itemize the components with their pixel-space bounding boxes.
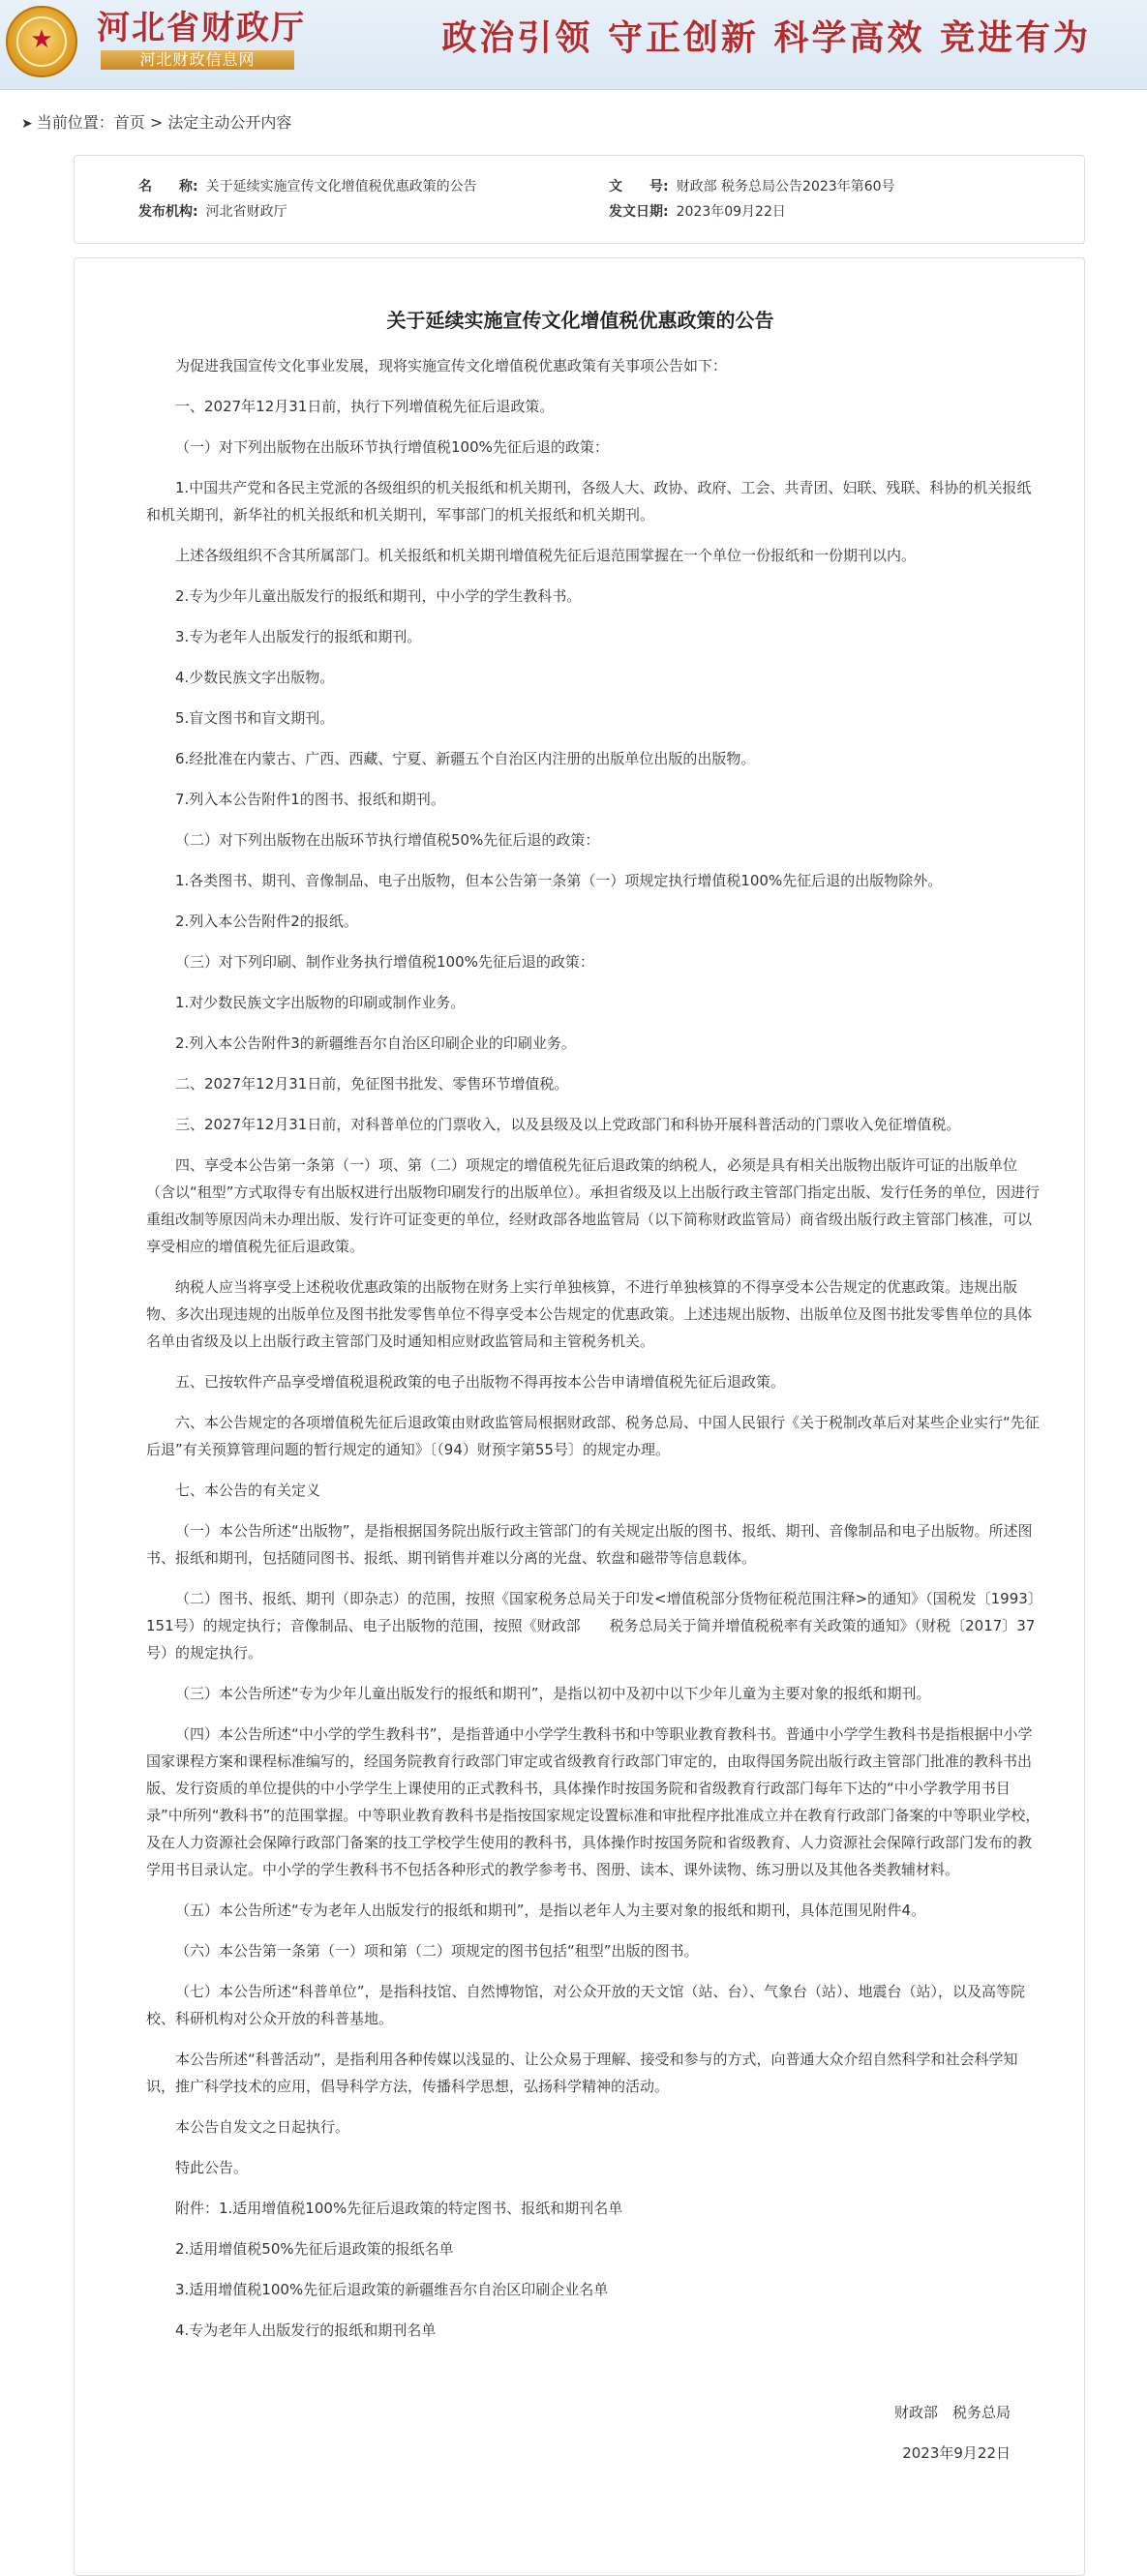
article-paragraph: 1.各类图书、期刊、音像制品、电子出版物，但本公告第一条第（一）项规定执行增值税100%先征后退的出版物除外。 <box>175 872 943 889</box>
article-paragraph: 三、2027年12月31日前，对科普单位的门票收入，以及县级及以上党政部门和科协开展科普活动的门票收入免征增值税。 <box>175 1116 961 1133</box>
meta-publisher-value: 河北省财政厅 <box>205 204 287 220</box>
article-paragraph: 2.适用增值税50%先征后退政策的报纸名单 <box>175 2240 454 2258</box>
article-paragraph: （三）对下列印刷、制作业务执行增值税100%先征后退的政策： <box>175 953 594 971</box>
article-paragraph: 本公告所述“科普活动”，是指利用各种传媒以浅显的、让公众易于理解、接受和参与的方式，向普通大众介绍自然科学和社会科学知识，推广科学技术的应用，倡导科学方法，传播科学思想，弘扬科学精神的活动。 <box>146 2051 1018 2095</box>
breadcrumb-label: 当前位置： <box>36 113 114 132</box>
article-paragraph: （六）本公告第一条第（一）项和第（二）项规定的图书包括“租型”出版的图书。 <box>175 1942 699 1960</box>
breadcrumb-separator: > <box>144 113 168 132</box>
article-paragraph: 五、已按软件产品享受增值税退税政策的电子出版物不得再按本公告申请增值税先征后退政策。 <box>175 1373 786 1391</box>
meta-date-row <box>609 202 786 222</box>
site-name[interactable]: 河北省财政厅 <box>97 9 306 47</box>
article-paragraph: 7.列入本公告附件1的图书、报纸和期刊。 <box>175 791 445 808</box>
meta-publisher-row <box>138 202 287 222</box>
article-paragraph: 本公告自发文之日起执行。 <box>175 2118 350 2136</box>
article-paragraph: （三）本公告所述“专为少年儿童出版发行的报纸和期刊”，是指以初中及初中以下少年儿童为主要对象的报纸和期刊。 <box>175 1685 931 1702</box>
article-paragraph: 1.中国共产党和各民主党派的各级组织的机关报纸和机关期刊，各级人大、政协、政府、工会、共青团、妇联、残联、科协的机关报纸和机关期刊，新华社的机关报纸和机关期刊，军事部门的机关报纸和机关期刊。 <box>146 479 1032 524</box>
article-paragraph: 四、享受本公告第一条第（一）项、第（二）项规定的增值税先征后退政策的纳税人，必须是具有相关出版物出版许可证的出版单位（含以“租型”方式取得专有出版权进行出版物印刷发行的出版单位）。承担省级及以上出版行政主管部门指定出版、发行任务的单位，因进行重组改制等原因尚未办理出版、发行许可证变更的单位，经财政部各地监管局（以下简称财政监管局）商省级出版行政主管部门核准，可以享受相应的增值税先征后退政策。 <box>146 1156 1041 1255</box>
article-body <box>146 345 1045 2473</box>
site-subtitle: 河北财政信息网 <box>101 50 294 70</box>
article-signature: 财政部 税务总局 <box>893 2404 1011 2421</box>
article-paragraph: 1.对少数民族文字出版物的印刷或制作业务。 <box>175 994 466 1011</box>
article-paragraph: （七）本公告所述“科普单位”，是指科技馆、自然博物馆，对公众开放的天文馆（站、台）、气象台（站）、地震台（站），以及高等院校、科研机构对公众开放的科普基地。 <box>146 1983 1026 2027</box>
article-paragraph: 一、2027年12月31日前，执行下列增值税先征后退政策。 <box>175 398 555 415</box>
article-paragraph: （五）本公告所述“专为老年人出版发行的报纸和期刊”，是指以老年人为主要对象的报纸和期刊，具体范围见附件4。 <box>175 1902 926 1919</box>
meta-name-value: 关于延续实施宣传文化增值税优惠政策的公告 <box>205 179 477 195</box>
article-paragraph: （二）对下列出版物在出版环节执行增值税50%先征后退的政策： <box>175 831 600 849</box>
site-header <box>0 0 1147 90</box>
article-paragraph: 2.列入本公告附件3的新疆维吾尔自治区印刷企业的印刷业务。 <box>175 1034 576 1052</box>
document-metadata-box <box>74 155 1085 244</box>
meta-docno-value: 财政部 税务总局公告2023年第60号 <box>676 179 895 195</box>
article-paragraph: 3.适用增值税100%先征后退政策的新疆维吾尔自治区印刷企业名单 <box>175 2281 609 2298</box>
article-paragraph: 为促进我国宣传文化事业发展，现将实施宣传文化增值税优惠政策有关事项公告如下： <box>175 357 728 374</box>
meta-publisher-label: 发布机构: <box>138 204 198 220</box>
article-paragraph: 6.经批准在内蒙古、广西、西藏、宁夏、新疆五个自治区内注册的出版单位出版的出版物。 <box>175 750 756 767</box>
article-container <box>74 257 1085 2576</box>
location-arrow-icon: ➤ <box>21 116 33 132</box>
article-paragraph: （四）本公告所述“中小学的学生教科书”，是指普通中小学学生教科书和中等职业教育教科书。普通中小学学生教科书是指根据中小学国家课程方案和课程标准编写的，经国务院教育行政部门审定或省级教育行政部门审定的，由取得国务院出版行政主管部门批准的教科书出版、发行资质的单位提供的中小学学生上课使用的正式教科书，具体操作时按国务院和省级教育行政部门每年下达的“中小学教学用书目录”中所列“教科书”的范围掌握。中等职业教育教科书是指按国家规定设置标准和审批程序批准成立并在教育行政部门备案的中等职业学校，及在人力资源社会保障行政部门备案的技工学校学生使用的教科书，具体操作时按国务院和省级教育、人力资源社会保障行政部门发布的教学用书目录认定。中小学的学生教科书不包括各种形式的教学参考书、图册、读本、课外读物、练习册以及其他各类教辅材料。 <box>146 1725 1041 1878</box>
article-paragraph: 3.专为老年人出版发行的报纸和期刊。 <box>175 628 422 645</box>
article-paragraph: （二）图书、报纸、期刊（即杂志）的范围，按照《国家税务总局关于印发<增值税部分货物征税范围注释>的通知》（国税发〔1993〕151号）的规定执行；音像制品、电子出版物的范围，按照《财政部 税务总局关于简并增值税税率有关政策的通知》（财税〔2017〕37号）的规定执行。 <box>146 1590 1042 1662</box>
breadcrumb-current-link[interactable]: 法定主动公开内容 <box>167 113 292 132</box>
article-paragraph: 二、2027年12月31日前，免征图书批发、零售环节增值税。 <box>175 1075 569 1093</box>
article-sign-date: 2023年9月22日 <box>902 2444 1011 2462</box>
article-paragraph: 4.专为老年人出版发行的报纸和期刊名单 <box>175 2321 437 2339</box>
article-paragraph: 4.少数民族文字出版物。 <box>175 669 335 686</box>
meta-date-label: 发文日期: <box>609 204 669 220</box>
header-slogan: 政治引领 守正创新 科学高效 竞进有为 <box>441 18 1091 58</box>
article-title: 关于延续实施宣传文化增值税优惠政策的公告 <box>386 309 774 332</box>
article-paragraph: 纳税人应当将享受上述税收优惠政策的出版物在财务上实行单独核算，不进行单独核算的不得享受本公告规定的优惠政策。违规出版物、多次出现违规的出版单位及图书批发零售单位不得享受本公告规定的优惠政策。上述违规出版物、出版单位及图书批发零售单位的具体名单由省级及以上出版行政主管部门及时通知相应财政监管局和主管税务机关。 <box>146 1278 1033 1350</box>
meta-date-value: 2023年09月22日 <box>676 204 786 220</box>
breadcrumb-home-link[interactable]: 首页 <box>113 113 145 132</box>
meta-docno-row <box>609 177 895 196</box>
article-paragraph: 附件：1.适用增值税100%先征后退政策的特定图书、报纸和期刊名单 <box>175 2200 623 2217</box>
article-paragraph: 特此公告。 <box>175 2159 249 2176</box>
article-paragraph: 上述各级组织不含其所属部门。机关报纸和机关期刊增值税先征后退范围掌握在一个单位一份报纸和一份期刊以内。 <box>175 547 917 564</box>
article-paragraph: （一）对下列出版物在出版环节执行增值税100%先征后退的政策： <box>175 438 609 456</box>
meta-name-row <box>138 177 477 196</box>
article-paragraph: 2.列入本公告附件2的报纸。 <box>175 913 358 930</box>
emblem-logo-icon: ★ <box>6 6 77 77</box>
article-paragraph: 2.专为少年儿童出版发行的报纸和期刊，中小学的学生教科书。 <box>175 587 582 605</box>
article-paragraph: 5.盲文图书和盲文期刊。 <box>175 709 335 727</box>
article-paragraph: （一）本公告所述“出版物”，是指根据国务院出版行政主管部门的有关规定出版的图书、报纸、期刊、音像制品和电子出版物。所述图书、报纸和期刊，包括随同图书、报纸、期刊销售并难以分离的光盘、软盘和磁带等信息载体。 <box>146 1522 1033 1567</box>
article-paragraph: 七、本公告的有关定义 <box>175 1482 321 1499</box>
meta-name-label: 名 称: <box>138 179 198 195</box>
article-paragraph: 六、本公告规定的各项增值税先征后退政策由财政监管局根据财政部、税务总局、中国人民银行《关于税制改革后对某些企业实行“先征后退”有关预算管理问题的暂行规定的通知》〔（94）财预字第55号〕的规定办理。 <box>146 1414 1040 1458</box>
meta-docno-label: 文 号: <box>609 179 669 195</box>
breadcrumb <box>21 112 291 134</box>
